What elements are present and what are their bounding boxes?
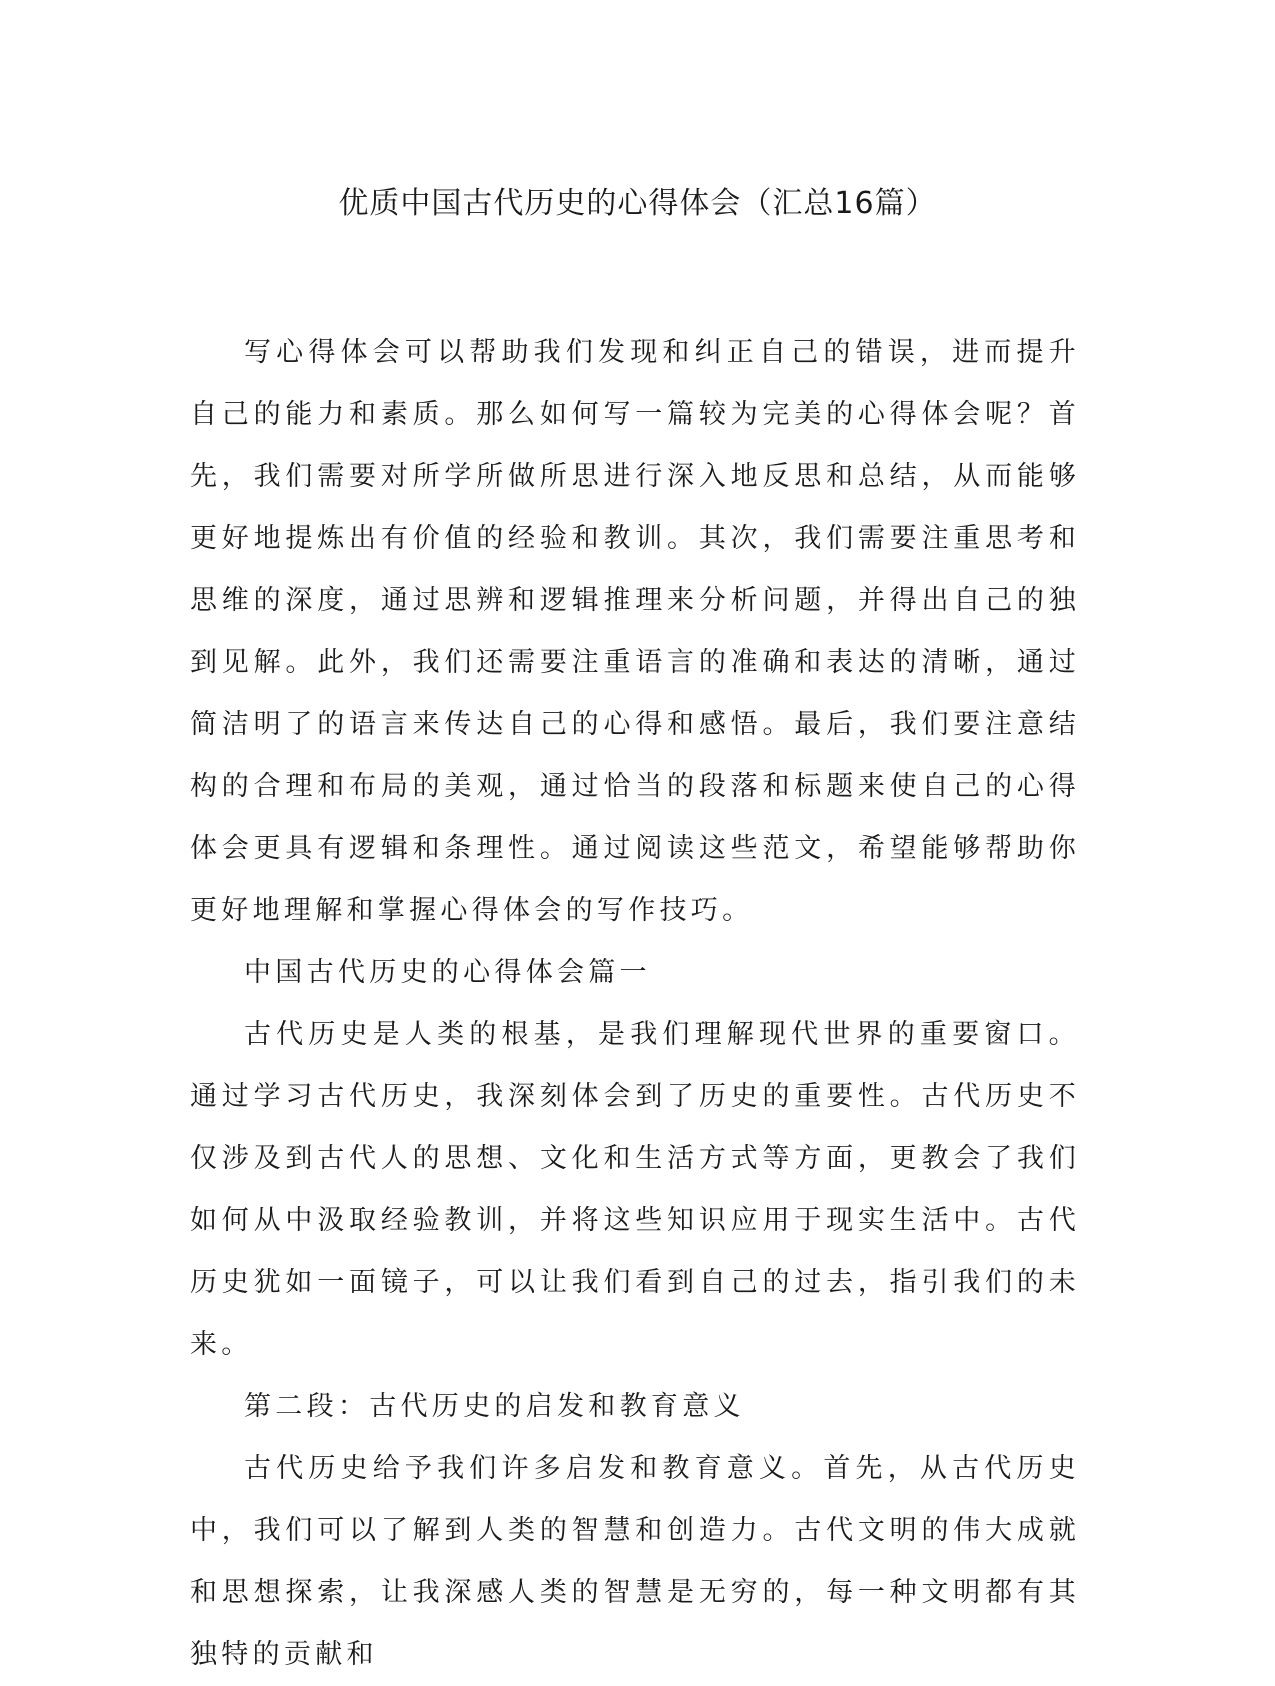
- intro-paragraph: 写心得体会可以帮助我们发现和纠正自己的错误，进而提升自己的能力和素质。那么如何写一篇较为完美的心得体会呢？首先，我们需要对所学所做所思进行深入地反思和总结，从而能够更好地提炼出有价值的经验和教训。其次，我们需要注重思考和思维的深度，通过思辨和逻辑推理来分析问题，并得出自己的独到见解。此外，我们还需要注重语言的准确和表达的清晰，通过简洁明了的语言来传达自己的心得和感悟。最后，我们要注意结构的合理和布局的美观，通过恰当的段落和标题来使自己的心得体会更具有逻辑和条理性。通过阅读这些范文，希望能够帮助你更好地理解和掌握心得体会的写作技巧。: [190, 337, 1080, 926]
- document-title: 优质中国古代历史的心得体会（汇总16篇）: [338, 186, 937, 221]
- section-heading-2: 第二段：古代历史的启发和教育意义: [244, 1391, 745, 1422]
- section-heading-1: 中国古代历史的心得体会篇一: [244, 957, 651, 988]
- body-paragraph-1: 古代历史是人类的根基，是我们理解现代世界的重要窗口。通过学习古代历史，我深刻体会到了历史的重要性。古代历史不仅涉及到古代人的思想、文化和生活方式等方面，更教会了我们如何从中汲取经验教训，并将这些知识应用于现实生活中。古代历史犹如一面镜子，可以让我们看到自己的过去，指引我们的未来。: [190, 1019, 1080, 1360]
- body-paragraph-2: 古代历史给予我们许多启发和教育意义。首先，从古代历史中，我们可以了解到人类的智慧和创造力。古代文明的伟大成就和思想探索，让我深感人类的智慧是无穷的，每一种文明都有其独特的贡献和: [190, 1453, 1080, 1670]
- document-body: [190, 322, 1080, 1686]
